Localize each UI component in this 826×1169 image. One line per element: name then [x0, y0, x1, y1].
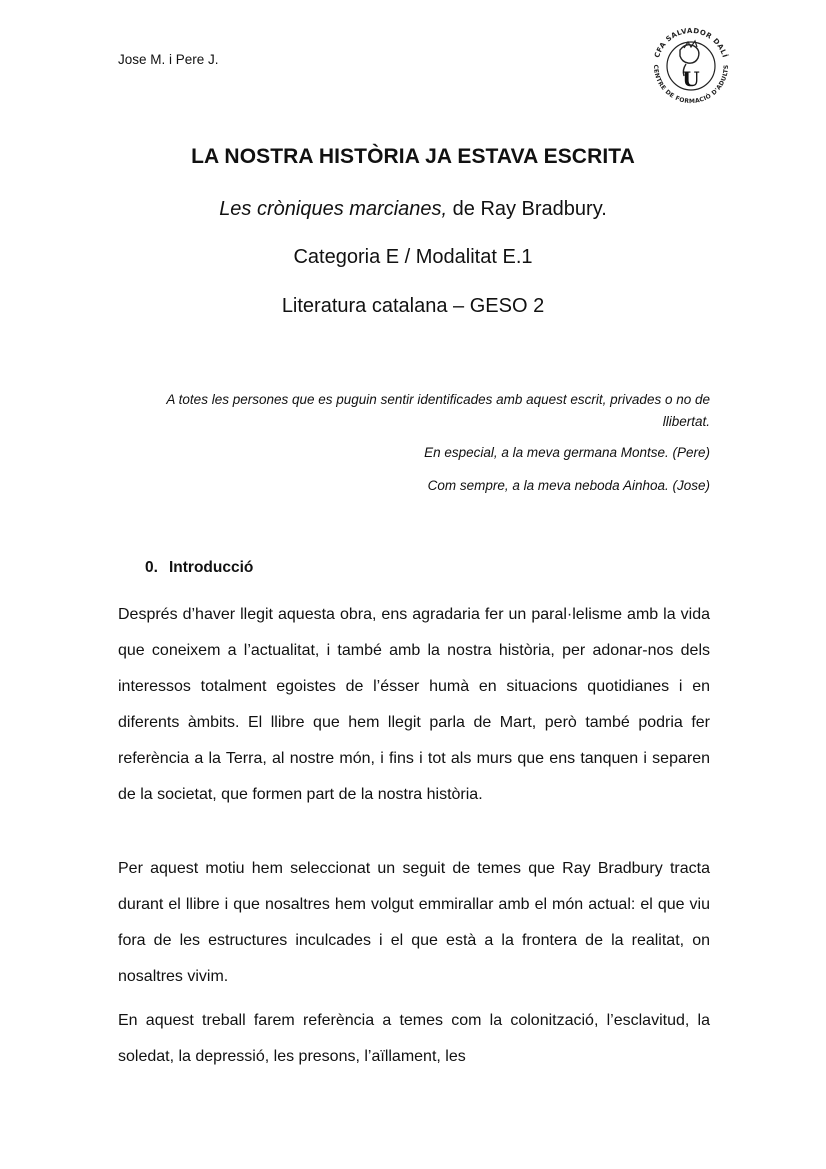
book-title: Les cròniques marcianes,	[219, 198, 448, 220]
category-line: Categoria E / Modalitat E.1	[293, 246, 533, 268]
course-line: Literatura catalana – GESO 2	[281, 295, 545, 317]
logo-text-top: CFA SALVADOR DALÍ	[653, 26, 729, 59]
dedication-line-1: A totes les persones que es puguin sentir identificades amb aquest escrit, privades o no de llibertat.	[166, 392, 710, 429]
section-title: Introducció	[169, 559, 254, 576]
dedication-line-3: Com sempre, a la meva neboda Ainhoa. (Jose)	[427, 478, 710, 493]
book-reference	[0, 198, 826, 221]
school-logo	[644, 20, 738, 110]
section-number: 0.	[145, 559, 158, 576]
logo-mark: U	[682, 67, 700, 91]
section-heading	[145, 559, 253, 577]
svg-text:CFA SALVADOR DALÍ	[653, 27, 730, 59]
paragraph-2: Per aquest motiu hem seleccionat un seguit de temes que Ray Bradbury tracta durant el llibre i que nosaltres hem volgut emmirallar amb el món actual: el que viu fora de les estructures inculcades i el que està a la frontera de la realitat, on nosaltres vivim.	[118, 860, 710, 985]
paragraph-1: Després d’haver llegit aquesta obra, ens agradaria fer un paral·lelisme amb la vida que coneixem a l’actualitat, i també amb la nostra història, per adonar-nos dels interessos totalment egoistes de l’ésser humà en situacions quotidianes i en diferents àmbits. El llibre que hem llegit parla de Mart, però també podria fer referència a la Terra, al nostre món, i fins i tot als murs que ens tanquen i separen de la societat, que formen part de la nostra història.	[118, 606, 710, 803]
header-author: Jose M. i Pere J.	[118, 52, 219, 67]
book-author: de Ray Bradbury.	[447, 198, 607, 220]
dedication-line-2: En especial, a la meva germana Montse. (Pere)	[424, 445, 710, 460]
document-title: LA NOSTRA HISTÒRIA JA ESTAVA ESCRITA	[191, 145, 635, 168]
paragraph-3: En aquest treball farem referència a temes com la colonització, l’esclavitud, la soledat, la depressió, les presons, l’aïllament, les	[118, 1012, 710, 1065]
logo-text-bottom: CENTRE DE FORMACIÓ D'ADULTS	[651, 64, 731, 106]
